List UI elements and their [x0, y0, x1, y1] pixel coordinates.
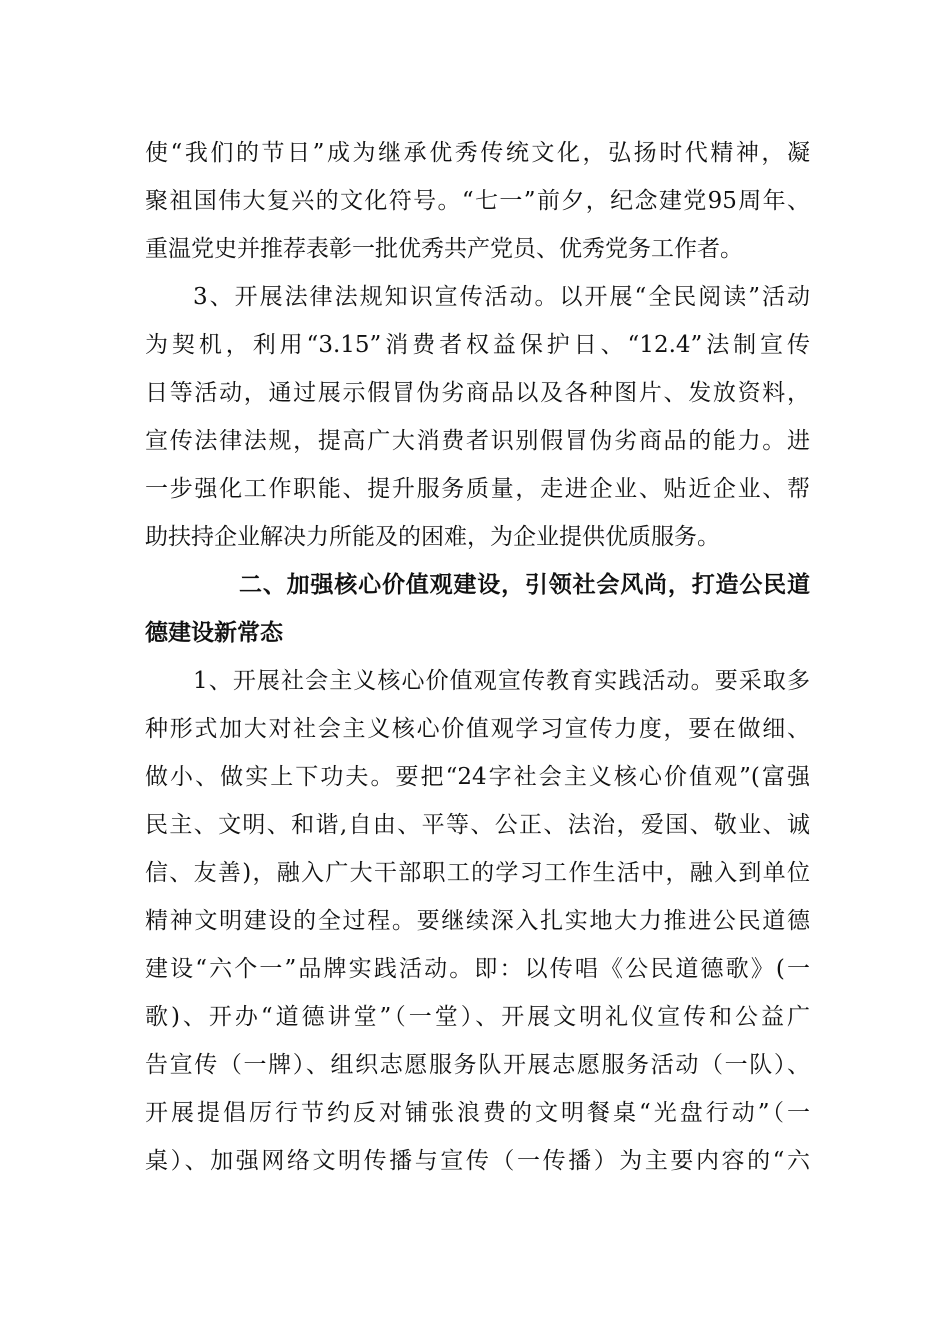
body-line: 歌)、开办“道德讲堂”（一堂）、开展文明礼仪宣传和公益广	[145, 1004, 810, 1030]
body-line: 民主、文明、和谐,自由、平等、公正、法治，爱国、敬业、诚	[145, 812, 810, 838]
body-line: 为契机，利用“3.15”消费者权益保护日、“12.4”法制宣传	[145, 332, 810, 358]
body-line: 种形式加大对社会主义核心价值观学习宣传力度，要在做细、	[145, 716, 810, 742]
body-line: 重温党史并推荐表彰一批优秀共产党员、优秀党务工作者。	[145, 236, 743, 262]
document-body	[145, 129, 810, 1185]
body-line: 建设“六个一”品牌实践活动。即：以传唱《公民道德歌》(一	[145, 956, 810, 982]
section-heading-line: 德建设新常态	[145, 619, 283, 646]
paragraph-start-line: 1、开展社会主义核心价值观宣传教育实践活动。要采取多	[193, 668, 810, 694]
body-line: 聚祖国伟大复兴的文化符号。“七一”前夕，纪念建党95周年、	[145, 188, 810, 214]
body-line: 开展提倡厉行节约反对铺张浪费的文明餐桌“光盘行动”（一	[145, 1100, 810, 1126]
body-line: 桌）、加强网络文明传播与宣传（一传播）为主要内容的“六	[145, 1148, 810, 1174]
body-line: 宣传法律法规，提高广大消费者识别假冒伪劣商品的能力。进	[145, 428, 810, 454]
body-line: 助扶持企业解决力所能及的困难，为企业提供优质服务。	[145, 524, 720, 550]
paragraph-start-line: 3、开展法律法规知识宣传活动。以开展“全民阅读”活动	[193, 284, 810, 310]
body-line: 一步强化工作职能、提升服务质量，走进企业、贴近企业、帮	[145, 476, 810, 502]
body-line: 做小、做实上下功夫。要把“24字社会主义核心价值观”(富强	[145, 764, 810, 790]
body-line: 告宣传（一牌）、组织志愿服务队开展志愿服务活动（一队）、	[145, 1052, 810, 1078]
body-line: 日等活动，通过展示假冒伪劣商品以及各种图片、发放资料，	[145, 380, 810, 406]
body-line: 信、友善)，融入广大干部职工的学习工作生活中，融入到单位	[145, 860, 810, 886]
section-heading-line: 二、加强核心价值观建设，引领社会风尚，打造公民道	[239, 571, 810, 598]
body-line: 使“我们的节日”成为继承优秀传统文化，弘扬时代精神，凝	[145, 140, 810, 166]
body-line: 精神文明建设的全过程。要继续深入扎实地大力推进公民道德	[145, 908, 810, 934]
